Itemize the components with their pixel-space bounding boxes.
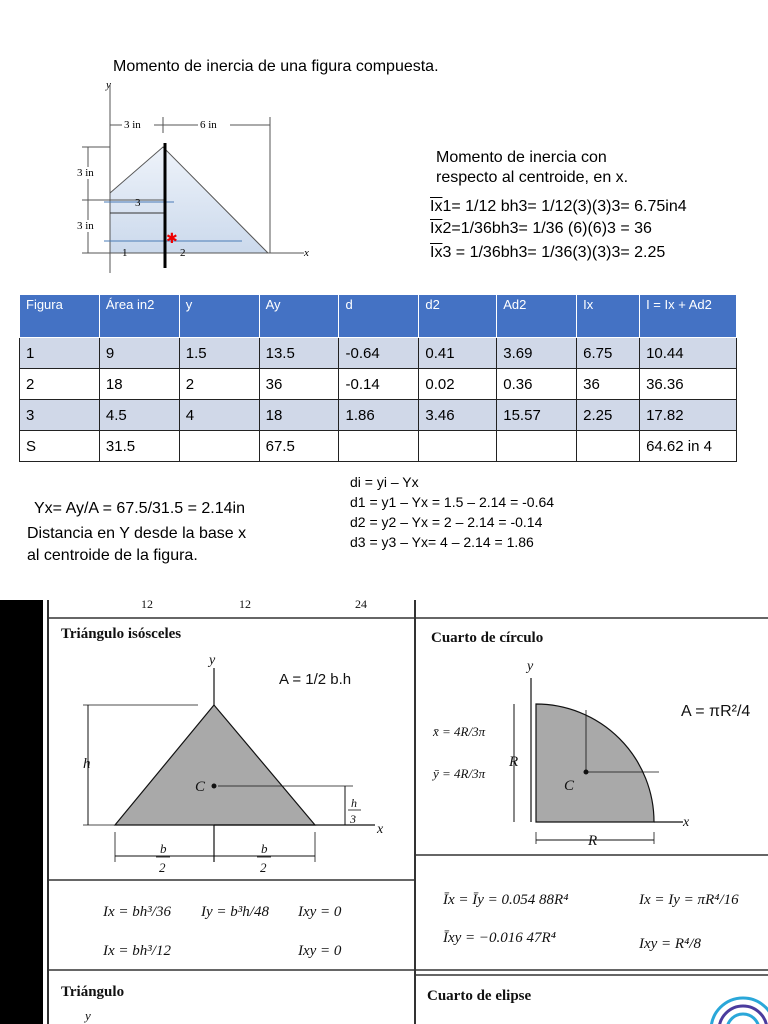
qc-x-label: x <box>683 815 690 830</box>
qc-centroid-label: C <box>564 778 575 794</box>
dim-left-upper: 3 in <box>77 167 94 179</box>
tri-b2a-den: 2 <box>159 860 166 875</box>
tri-centroid-label: C <box>195 779 206 795</box>
x-axis-label: x <box>304 247 309 259</box>
tri-h3-den: 3 <box>350 812 356 826</box>
tri-x-label: x <box>377 822 384 837</box>
table-row: 1 9 1.5 13.5 -0.64 0.41 3.69 6.75 10.44 <box>20 338 737 369</box>
part-label-3: 3 <box>135 197 141 209</box>
qc-xbar: x̄ = 4R/3π <box>433 724 486 739</box>
y-axis-label: y <box>106 79 111 91</box>
centroid-marker-icon: ✱ <box>166 231 178 247</box>
tri-ixy: Ixy = 0 <box>298 943 342 959</box>
centroid-description: Distancia en Y desde la base x al centroide de la figura. <box>27 525 247 564</box>
centroid-formula: Yx= Ay/A = 67.5/31.5 = 2.14in <box>34 500 245 517</box>
cut-text: 12 <box>141 600 153 611</box>
qc-area: A = πR²/4 <box>681 703 751 720</box>
table-row: 3 4.5 4 18 1.86 3.46 15.57 2.25 17.82 <box>20 400 737 431</box>
logo-icon <box>711 998 768 1024</box>
col-header: Figura <box>20 295 100 338</box>
col-header: d2 <box>419 295 497 338</box>
col-header: Ay <box>259 295 339 338</box>
page-title: Momento de inercia de una figura compuesta. <box>113 58 439 75</box>
qc-ixbar: Īx = Īy = 0.054 88R⁴ <box>443 892 569 908</box>
col-header: Ad2 <box>497 295 577 338</box>
tri-ix-bar: Ix = bh³/36 <box>103 904 171 920</box>
scan-margin <box>0 600 43 1024</box>
formula-ix3: $\overline{Ix}3 = 1/36bh3= 1/36(3)(3)3= 2.25$ <box>430 244 666 261</box>
results-table <box>19 294 737 462</box>
reference-table-scan <box>43 600 768 1024</box>
tri2-y-label: y <box>85 1008 91 1023</box>
cut-text: 12 <box>239 600 251 611</box>
table-row-sum: S 31.5 67.5 64.62 in 4 <box>20 431 737 462</box>
col-header: Área in2 <box>99 295 179 338</box>
distance-formulas: di = yi – Yx d1 = y1 – Yx = 1.5 – 2.14 = -0.64 d2 = y2 – Yx = 2 – 2.14 = -0.14 d3 = y3 – Yx= 4 – 2.14 = 1.86 <box>350 474 555 550</box>
part-label-1: 1 <box>122 247 128 259</box>
tri-iy-bar: Iy = b³h/48 <box>201 904 269 920</box>
qc-ixybar: Īxy = −0.016 47R⁴ <box>443 930 556 946</box>
tri-h-label: h <box>83 756 91 772</box>
cut-text: 24 <box>355 600 367 611</box>
qc-y-label: y <box>527 659 534 674</box>
qc-ybar: ȳ = 4R/3π <box>433 766 486 781</box>
quarter-ellipse-title: Cuarto de elipse <box>427 988 532 1004</box>
tri-y-label: y <box>209 653 216 668</box>
tri-b2a-num: b <box>160 841 167 856</box>
table-header-row <box>20 295 737 338</box>
formula-ix2: $\overline{Ix}2=1/36bh3= 1/36$ (6)(6)3 = 36 <box>430 220 652 237</box>
tri-ixy-bar: Ixy = 0 <box>298 904 342 920</box>
dim-left-lower: 3 in <box>77 220 94 232</box>
col-header: I = Ix + Ad2 <box>640 295 737 338</box>
tri-h3-num: h <box>351 796 357 810</box>
triangle-title: Triángulo <box>61 984 125 1000</box>
quarter-circle-title: Cuarto de círculo <box>431 630 544 646</box>
isosceles-title: Triángulo isósceles <box>61 626 182 642</box>
tri-b2b-num: b <box>261 841 268 856</box>
part-label-2: 2 <box>180 247 186 259</box>
tri-b2b-den: 2 <box>260 860 267 875</box>
dim-top-left: 3 in <box>124 119 141 131</box>
col-header: y <box>179 295 259 338</box>
tri-area: A = 1/2 b.h <box>279 671 352 688</box>
composite-figure <box>60 75 330 275</box>
col-header: Ix <box>577 295 640 338</box>
tri-ix: Ix = bh³/12 <box>103 943 171 959</box>
moment-heading: Momento de inercia con respecto al centroide, en x. <box>436 149 629 186</box>
col-header: d <box>339 295 419 338</box>
qc-ix: Ix = Iy = πR⁴/16 <box>639 892 739 908</box>
table-row: 2 18 2 36 -0.14 0.02 0.36 36 36.36 <box>20 369 737 400</box>
qc-r-bottom: R <box>588 833 598 849</box>
isosceles-triangle <box>115 705 315 825</box>
quarter-circle-shape <box>536 704 654 822</box>
qc-ixy: Ixy = R⁴/8 <box>639 936 701 952</box>
qc-r-side: R <box>509 754 519 770</box>
dim-top-right: 6 in <box>200 119 217 131</box>
formula-ix1: $\overline{Ix}1= 1/12$ bh3= 1/12(3)(3)3= 6.75in4 <box>430 198 687 215</box>
